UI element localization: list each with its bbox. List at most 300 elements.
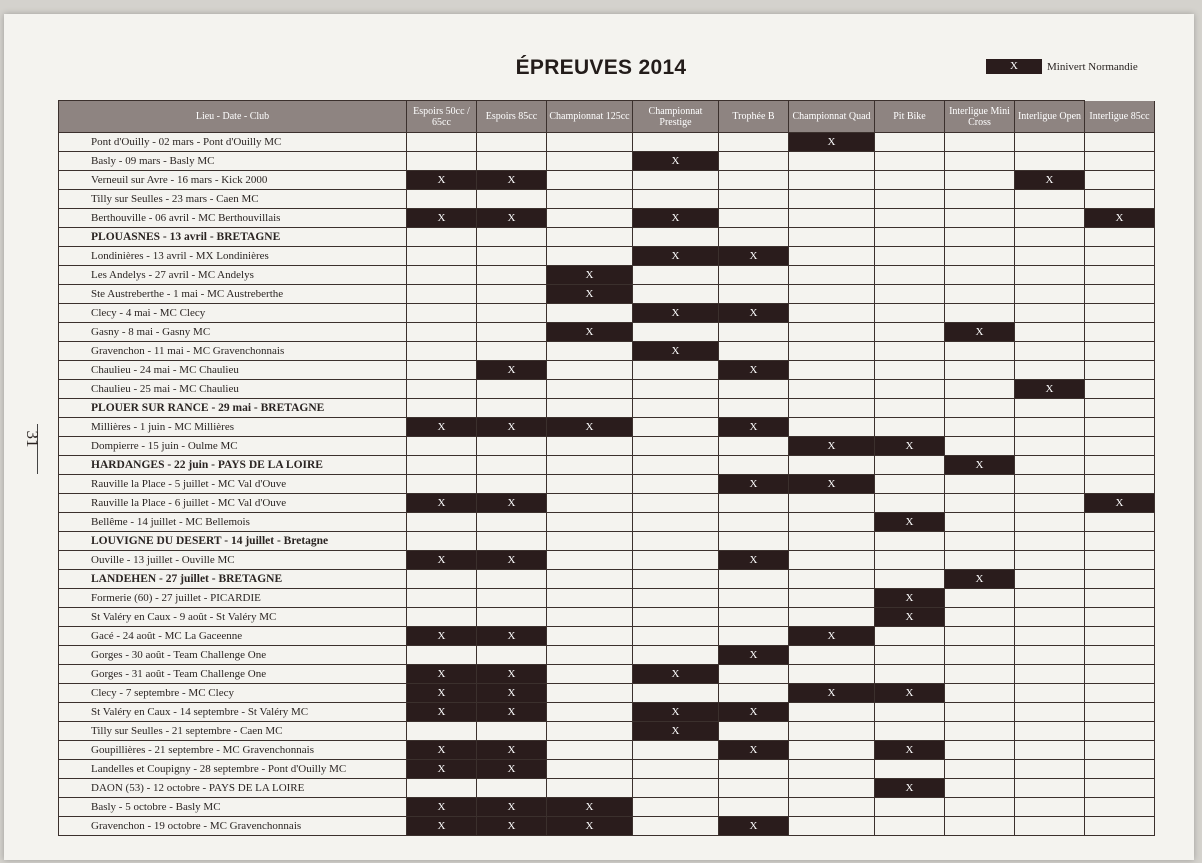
event-cell xyxy=(633,171,719,190)
event-cell xyxy=(1015,342,1085,361)
event-cell xyxy=(945,665,1015,684)
event-cell xyxy=(547,532,633,551)
event-cell xyxy=(477,247,547,266)
event-mark: X xyxy=(407,703,477,722)
event-cell xyxy=(407,247,477,266)
event-cell xyxy=(719,798,789,817)
event-cell xyxy=(547,494,633,513)
event-cell xyxy=(1085,589,1155,608)
event-cell xyxy=(477,779,547,798)
event-cell xyxy=(1015,475,1085,494)
event-cell xyxy=(945,342,1015,361)
event-label: HARDANGES - 22 juin - PAYS DE LA LOIRE xyxy=(59,456,407,475)
event-cell xyxy=(1015,741,1085,760)
event-mark: X xyxy=(719,418,789,437)
event-cell xyxy=(477,304,547,323)
header-lieu: Lieu - Date - Club xyxy=(59,101,407,133)
event-cell xyxy=(1085,361,1155,380)
event-cell xyxy=(547,722,633,741)
event-cell xyxy=(633,608,719,627)
event-cell xyxy=(407,342,477,361)
event-cell xyxy=(547,456,633,475)
event-label: Basly - 5 octobre - Basly MC xyxy=(59,798,407,817)
event-cell xyxy=(1085,684,1155,703)
event-mark: X xyxy=(477,551,547,570)
event-cell xyxy=(945,361,1015,380)
event-cell xyxy=(1015,361,1085,380)
event-mark: X xyxy=(477,798,547,817)
event-label: Ste Austreberthe - 1 mai - MC Austreberthe xyxy=(59,285,407,304)
event-cell xyxy=(633,760,719,779)
event-cell xyxy=(719,627,789,646)
event-mark: X xyxy=(407,741,477,760)
event-label: Gacé - 24 août - MC La Gaceenne xyxy=(59,627,407,646)
event-cell xyxy=(547,608,633,627)
event-cell xyxy=(1015,437,1085,456)
event-cell xyxy=(789,589,875,608)
event-cell xyxy=(875,171,945,190)
event-cell xyxy=(1015,285,1085,304)
event-cell xyxy=(477,513,547,532)
event-label: Berthouville - 06 avril - MC Berthouvillais xyxy=(59,209,407,228)
event-mark: X xyxy=(407,817,477,836)
event-label: Formerie (60) - 27 juillet - PICARDIE xyxy=(59,589,407,608)
event-cell xyxy=(547,703,633,722)
event-cell xyxy=(1085,513,1155,532)
event-label: Chaulieu - 24 mai - MC Chaulieu xyxy=(59,361,407,380)
events-table xyxy=(58,100,1150,836)
event-cell xyxy=(875,380,945,399)
event-cell xyxy=(1015,133,1085,152)
header-category: Championnat Prestige xyxy=(633,101,719,133)
event-cell xyxy=(719,665,789,684)
event-mark: X xyxy=(875,684,945,703)
event-cell xyxy=(1085,285,1155,304)
event-cell xyxy=(1085,418,1155,437)
event-cell xyxy=(1085,133,1155,152)
event-cell xyxy=(789,399,875,418)
event-cell xyxy=(1085,798,1155,817)
event-cell xyxy=(719,684,789,703)
event-cell xyxy=(789,171,875,190)
event-cell xyxy=(875,551,945,570)
event-cell xyxy=(1015,760,1085,779)
event-cell xyxy=(945,608,1015,627)
event-cell xyxy=(875,760,945,779)
event-cell xyxy=(633,133,719,152)
event-cell xyxy=(477,722,547,741)
event-cell xyxy=(547,399,633,418)
event-cell xyxy=(633,551,719,570)
event-cell xyxy=(789,817,875,836)
event-cell xyxy=(407,228,477,247)
header-category: Championnat Quad xyxy=(789,101,875,133)
event-mark: X xyxy=(477,741,547,760)
event-cell xyxy=(407,133,477,152)
event-cell xyxy=(945,152,1015,171)
event-cell xyxy=(1015,266,1085,285)
event-cell xyxy=(633,380,719,399)
event-cell xyxy=(875,266,945,285)
event-cell xyxy=(407,437,477,456)
event-label: Dompierre - 15 juin - Oulme MC xyxy=(59,437,407,456)
event-mark: X xyxy=(633,247,719,266)
event-cell xyxy=(547,437,633,456)
event-label: Londinières - 13 avril - MX Londinières xyxy=(59,247,407,266)
event-cell xyxy=(875,798,945,817)
event-cell xyxy=(875,494,945,513)
event-cell xyxy=(875,570,945,589)
event-cell xyxy=(407,190,477,209)
event-mark: X xyxy=(633,209,719,228)
event-cell xyxy=(719,399,789,418)
event-cell xyxy=(719,133,789,152)
event-cell xyxy=(719,171,789,190)
legend xyxy=(986,59,1138,74)
event-cell xyxy=(875,418,945,437)
event-label: DAON (53) - 12 octobre - PAYS DE LA LOIRE xyxy=(59,779,407,798)
event-cell xyxy=(875,665,945,684)
event-cell xyxy=(547,209,633,228)
event-cell xyxy=(547,171,633,190)
event-mark: X xyxy=(789,133,875,152)
event-mark: X xyxy=(945,323,1015,342)
event-label: Gasny - 8 mai - Gasny MC xyxy=(59,323,407,342)
event-mark: X xyxy=(789,437,875,456)
event-cell xyxy=(875,399,945,418)
event-label: Landelles et Coupigny - 28 septembre - Pont d'Ouilly MC xyxy=(59,760,407,779)
event-cell xyxy=(789,456,875,475)
event-label: Gorges - 31 août - Team Challenge One xyxy=(59,665,407,684)
event-label: PLOUER SUR RANCE - 29 mai - BRETAGNE xyxy=(59,399,407,418)
event-cell xyxy=(633,779,719,798)
event-cell xyxy=(789,741,875,760)
event-cell xyxy=(719,722,789,741)
event-cell xyxy=(945,399,1015,418)
header-category: Interligue Mini Cross xyxy=(945,101,1015,133)
event-cell xyxy=(789,323,875,342)
event-label: Gorges - 30 août - Team Challenge One xyxy=(59,646,407,665)
header-category: Espoirs 85cc xyxy=(477,101,547,133)
event-mark: X xyxy=(477,361,547,380)
event-cell xyxy=(789,722,875,741)
event-cell xyxy=(1085,760,1155,779)
event-cell xyxy=(945,741,1015,760)
event-cell xyxy=(407,589,477,608)
event-mark: X xyxy=(719,551,789,570)
event-cell xyxy=(477,133,547,152)
event-label: Rauville la Place - 5 juillet - MC Val d'Ouve xyxy=(59,475,407,494)
event-label: Les Andelys - 27 avril - MC Andelys xyxy=(59,266,407,285)
event-cell xyxy=(875,532,945,551)
event-mark: X xyxy=(633,722,719,741)
event-cell xyxy=(633,741,719,760)
event-cell xyxy=(477,475,547,494)
event-cell xyxy=(407,779,477,798)
event-cell xyxy=(945,779,1015,798)
event-cell xyxy=(1015,703,1085,722)
event-cell xyxy=(407,570,477,589)
event-cell xyxy=(477,456,547,475)
event-mark: X xyxy=(407,494,477,513)
event-mark: X xyxy=(719,817,789,836)
event-cell xyxy=(875,323,945,342)
event-cell xyxy=(789,361,875,380)
event-cell xyxy=(1015,513,1085,532)
event-mark: X xyxy=(789,684,875,703)
event-mark: X xyxy=(477,171,547,190)
header-category: Interligue 85cc xyxy=(1085,101,1155,133)
event-label: Tilly sur Seulles - 21 septembre - Caen MC xyxy=(59,722,407,741)
event-mark: X xyxy=(945,456,1015,475)
event-cell xyxy=(789,760,875,779)
event-cell xyxy=(1015,418,1085,437)
event-cell xyxy=(1015,779,1085,798)
event-label: Rauville la Place - 6 juillet - MC Val d'Ouve xyxy=(59,494,407,513)
event-mark: X xyxy=(477,703,547,722)
event-cell xyxy=(945,760,1015,779)
event-cell xyxy=(789,304,875,323)
event-cell xyxy=(477,380,547,399)
event-cell xyxy=(789,779,875,798)
event-cell xyxy=(1015,304,1085,323)
event-cell xyxy=(407,456,477,475)
event-cell xyxy=(547,228,633,247)
event-mark: X xyxy=(547,798,633,817)
legend-label: Minivert Normandie xyxy=(1047,60,1138,73)
event-cell xyxy=(789,209,875,228)
event-mark: X xyxy=(407,171,477,190)
event-cell xyxy=(633,589,719,608)
event-cell xyxy=(875,342,945,361)
event-cell xyxy=(875,627,945,646)
event-cell xyxy=(407,646,477,665)
event-mark: X xyxy=(477,817,547,836)
event-cell xyxy=(1085,475,1155,494)
event-cell xyxy=(945,627,1015,646)
event-cell xyxy=(1015,684,1085,703)
event-cell xyxy=(789,380,875,399)
event-cell xyxy=(1015,209,1085,228)
event-cell xyxy=(1015,190,1085,209)
event-mark: X xyxy=(633,304,719,323)
event-cell xyxy=(945,798,1015,817)
event-label: Gravenchon - 19 octobre - MC Gravenchonnais xyxy=(59,817,407,836)
event-cell xyxy=(547,589,633,608)
event-cell xyxy=(1015,570,1085,589)
event-label: Gravenchon - 11 mai - MC Gravenchonnais xyxy=(59,342,407,361)
event-mark: X xyxy=(719,304,789,323)
legend-swatch: X xyxy=(986,59,1042,74)
event-cell xyxy=(1015,665,1085,684)
event-label: Pont d'Ouilly - 02 mars - Pont d'Ouilly MC xyxy=(59,133,407,152)
header-category: Pit Bike xyxy=(875,101,945,133)
event-cell xyxy=(407,608,477,627)
event-cell xyxy=(547,513,633,532)
event-cell xyxy=(407,285,477,304)
event-cell xyxy=(1085,304,1155,323)
event-mark: X xyxy=(407,760,477,779)
event-cell xyxy=(875,190,945,209)
event-cell xyxy=(547,247,633,266)
event-mark: X xyxy=(1015,380,1085,399)
event-cell xyxy=(1015,152,1085,171)
event-cell xyxy=(875,456,945,475)
event-cell xyxy=(789,247,875,266)
event-cell xyxy=(789,703,875,722)
event-mark: X xyxy=(1085,209,1155,228)
event-cell xyxy=(875,152,945,171)
event-cell xyxy=(945,266,1015,285)
event-cell xyxy=(633,646,719,665)
event-cell xyxy=(1085,570,1155,589)
event-cell xyxy=(945,437,1015,456)
event-mark: X xyxy=(875,589,945,608)
event-cell xyxy=(547,551,633,570)
event-cell xyxy=(1085,342,1155,361)
event-mark: X xyxy=(407,418,477,437)
event-cell xyxy=(719,608,789,627)
event-cell xyxy=(789,228,875,247)
event-cell xyxy=(1015,589,1085,608)
event-cell xyxy=(547,627,633,646)
event-cell xyxy=(633,323,719,342)
event-cell xyxy=(719,285,789,304)
event-cell xyxy=(945,684,1015,703)
event-cell xyxy=(477,589,547,608)
event-cell xyxy=(633,437,719,456)
event-cell xyxy=(407,323,477,342)
event-cell xyxy=(719,494,789,513)
event-cell xyxy=(789,342,875,361)
event-cell xyxy=(477,152,547,171)
event-mark: X xyxy=(407,665,477,684)
event-cell xyxy=(875,228,945,247)
event-cell xyxy=(547,342,633,361)
event-cell xyxy=(789,513,875,532)
event-cell xyxy=(875,209,945,228)
event-cell xyxy=(633,627,719,646)
event-label: Chaulieu - 25 mai - MC Chaulieu xyxy=(59,380,407,399)
event-cell xyxy=(547,646,633,665)
event-mark: X xyxy=(875,608,945,627)
event-cell xyxy=(945,817,1015,836)
event-mark: X xyxy=(1015,171,1085,190)
event-cell xyxy=(945,513,1015,532)
event-cell xyxy=(789,494,875,513)
event-cell xyxy=(945,646,1015,665)
page-number: 31 xyxy=(23,430,42,448)
event-cell xyxy=(1085,190,1155,209)
event-mark: X xyxy=(547,266,633,285)
header-category: Interligue Open xyxy=(1015,101,1085,133)
event-cell xyxy=(477,323,547,342)
event-cell xyxy=(789,551,875,570)
event-cell xyxy=(477,608,547,627)
event-cell xyxy=(547,760,633,779)
event-cell xyxy=(407,266,477,285)
event-cell xyxy=(1085,817,1155,836)
event-cell xyxy=(789,570,875,589)
event-cell xyxy=(1015,608,1085,627)
event-mark: X xyxy=(875,437,945,456)
event-cell xyxy=(719,228,789,247)
event-label: LOUVIGNE DU DESERT - 14 juillet - Bretagne xyxy=(59,532,407,551)
event-mark: X xyxy=(477,760,547,779)
event-cell xyxy=(945,722,1015,741)
event-cell xyxy=(633,798,719,817)
event-cell xyxy=(945,418,1015,437)
event-mark: X xyxy=(633,342,719,361)
event-cell xyxy=(547,684,633,703)
event-cell xyxy=(633,684,719,703)
event-cell xyxy=(719,342,789,361)
event-cell xyxy=(1085,247,1155,266)
event-mark: X xyxy=(875,513,945,532)
event-cell xyxy=(875,646,945,665)
event-cell xyxy=(719,760,789,779)
event-label: PLOUASNES - 13 avril - BRETAGNE xyxy=(59,228,407,247)
event-cell xyxy=(719,513,789,532)
page-title: ÉPREUVES 2014 xyxy=(515,56,687,79)
event-cell xyxy=(407,380,477,399)
event-label: Verneuil sur Avre - 16 mars - Kick 2000 xyxy=(59,171,407,190)
event-cell xyxy=(1085,779,1155,798)
event-cell xyxy=(945,589,1015,608)
event-cell xyxy=(1085,152,1155,171)
event-cell xyxy=(945,475,1015,494)
event-cell xyxy=(633,361,719,380)
event-cell xyxy=(875,361,945,380)
event-cell xyxy=(789,418,875,437)
event-cell xyxy=(547,133,633,152)
event-cell xyxy=(719,437,789,456)
event-cell xyxy=(633,494,719,513)
event-label: St Valéry en Caux - 14 septembre - St Valéry MC xyxy=(59,703,407,722)
event-cell xyxy=(1085,456,1155,475)
event-cell xyxy=(1085,380,1155,399)
event-mark: X xyxy=(547,817,633,836)
event-mark: X xyxy=(477,418,547,437)
event-cell xyxy=(547,779,633,798)
event-cell xyxy=(789,532,875,551)
event-cell xyxy=(875,247,945,266)
event-cell xyxy=(407,475,477,494)
event-cell xyxy=(407,361,477,380)
event-cell xyxy=(789,190,875,209)
event-label: Basly - 09 mars - Basly MC xyxy=(59,152,407,171)
event-cell xyxy=(719,323,789,342)
event-cell xyxy=(945,285,1015,304)
event-cell xyxy=(1085,437,1155,456)
event-cell xyxy=(1015,627,1085,646)
event-cell xyxy=(875,304,945,323)
event-cell xyxy=(477,532,547,551)
event-cell xyxy=(633,266,719,285)
event-cell xyxy=(789,798,875,817)
event-cell xyxy=(789,285,875,304)
header-category: Trophée B xyxy=(719,101,789,133)
event-cell xyxy=(719,209,789,228)
event-cell xyxy=(547,741,633,760)
event-label: Goupillières - 21 septembre - MC Gravenchonnais xyxy=(59,741,407,760)
event-cell xyxy=(945,133,1015,152)
event-cell xyxy=(633,456,719,475)
event-cell xyxy=(633,190,719,209)
event-cell xyxy=(477,228,547,247)
event-cell xyxy=(547,665,633,684)
event-cell xyxy=(407,152,477,171)
